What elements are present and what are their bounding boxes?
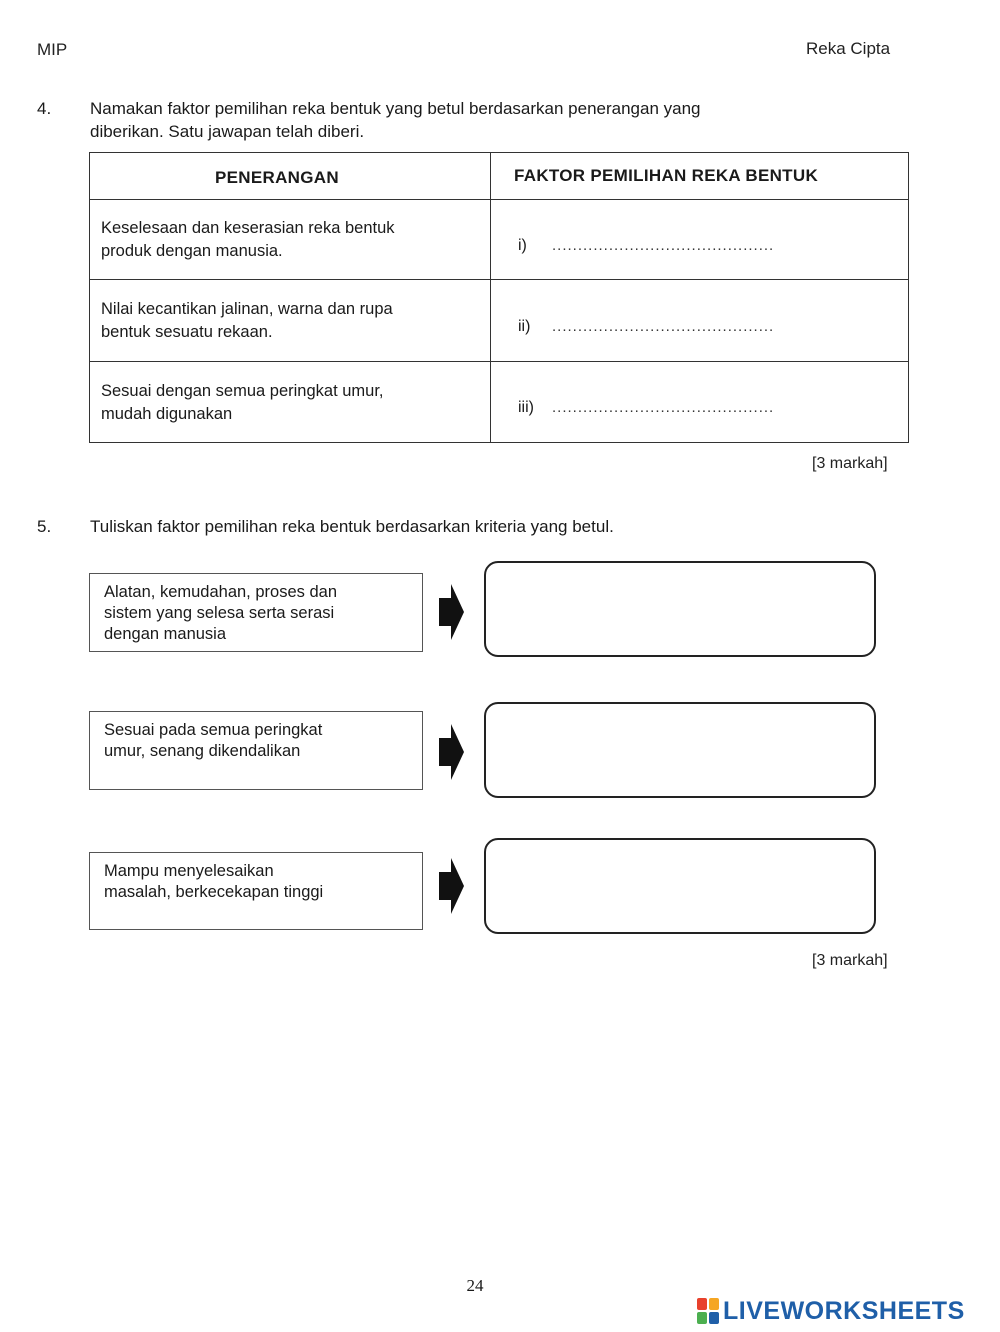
col-header-faktor: FAKTOR PEMILIHAN REKA BENTUK (514, 166, 819, 185)
criteria-box-3 (89, 852, 423, 930)
table-row-1-desc-line2: produk dengan manusia. (101, 242, 283, 260)
answer-box-3[interactable] (484, 838, 876, 934)
criteria-3-line2: masalah, berkecekapan tinggi (104, 883, 324, 901)
answer-box-2[interactable] (484, 702, 876, 798)
q5-number: 5. (37, 517, 52, 536)
table-row-2-desc-line2: bentuk sesuatu rekaan. (101, 323, 273, 341)
table-row-3-desc-line1: Sesuai dengan semua peringkat umur, (101, 382, 384, 400)
table-row-divider (90, 199, 908, 200)
table-row-2-desc-line1: Nilai kecantikan jalinan, warna dan rupa (101, 300, 393, 318)
right-arrow-icon (436, 582, 466, 642)
logo-text: LIVEWORKSHEETS (723, 1296, 965, 1325)
answer-label-i: i) (518, 237, 527, 254)
liveworksheets-logo[interactable] (697, 1296, 965, 1326)
criteria-1-line2: sistem yang selesa serta serasi (104, 604, 335, 622)
answer-field-ii[interactable]: ........................................... (552, 318, 775, 335)
q4-text-line2: diberikan. Satu jawapan telah diberi. (90, 122, 365, 141)
answer-label-iii: iii) (518, 399, 534, 416)
table-row-divider (90, 279, 908, 280)
answer-label-ii: ii) (518, 318, 531, 335)
liveworksheets-logo-icon (697, 1298, 719, 1324)
criteria-box-2 (89, 711, 423, 790)
header-left: MIP (37, 40, 68, 59)
table-column-divider (490, 153, 491, 442)
q5-marks: [3 markah] (812, 952, 888, 969)
answer-box-1[interactable] (484, 561, 876, 657)
answer-field-i[interactable]: ........................................... (552, 237, 775, 254)
header-right: Reka Cipta (806, 39, 891, 58)
q4-number: 4. (37, 99, 52, 118)
col-header-penerangan: PENERANGAN (215, 168, 339, 187)
q5-text: Tuliskan faktor pemilihan reka bentuk berdasarkan kriteria yang betul. (90, 517, 614, 536)
table-row-1-desc-line1: Keselesaan dan keserasian reka bentuk (101, 219, 395, 237)
criteria-2-line1: Sesuai pada semua peringkat (104, 721, 323, 739)
q4-marks: [3 markah] (812, 455, 888, 472)
table-row-3-desc-line2: mudah digunakan (101, 405, 233, 423)
right-arrow-icon (436, 856, 466, 916)
criteria-2-line2: umur, senang dikendalikan (104, 742, 301, 760)
criteria-1-line3: dengan manusia (104, 625, 227, 643)
criteria-box-1 (89, 573, 423, 652)
q4-text-line1: Namakan faktor pemilihan reka bentuk yang betul berdasarkan penerangan yang (90, 99, 701, 118)
criteria-1-line1: Alatan, kemudahan, proses dan (104, 583, 337, 601)
criteria-3-line1: Mampu menyelesaikan (104, 862, 274, 880)
q4-table (89, 152, 909, 443)
page-number: 24 (466, 1276, 484, 1295)
answer-field-iii[interactable]: ........................................... (552, 399, 775, 416)
right-arrow-icon (436, 722, 466, 782)
table-row-divider (90, 361, 908, 362)
